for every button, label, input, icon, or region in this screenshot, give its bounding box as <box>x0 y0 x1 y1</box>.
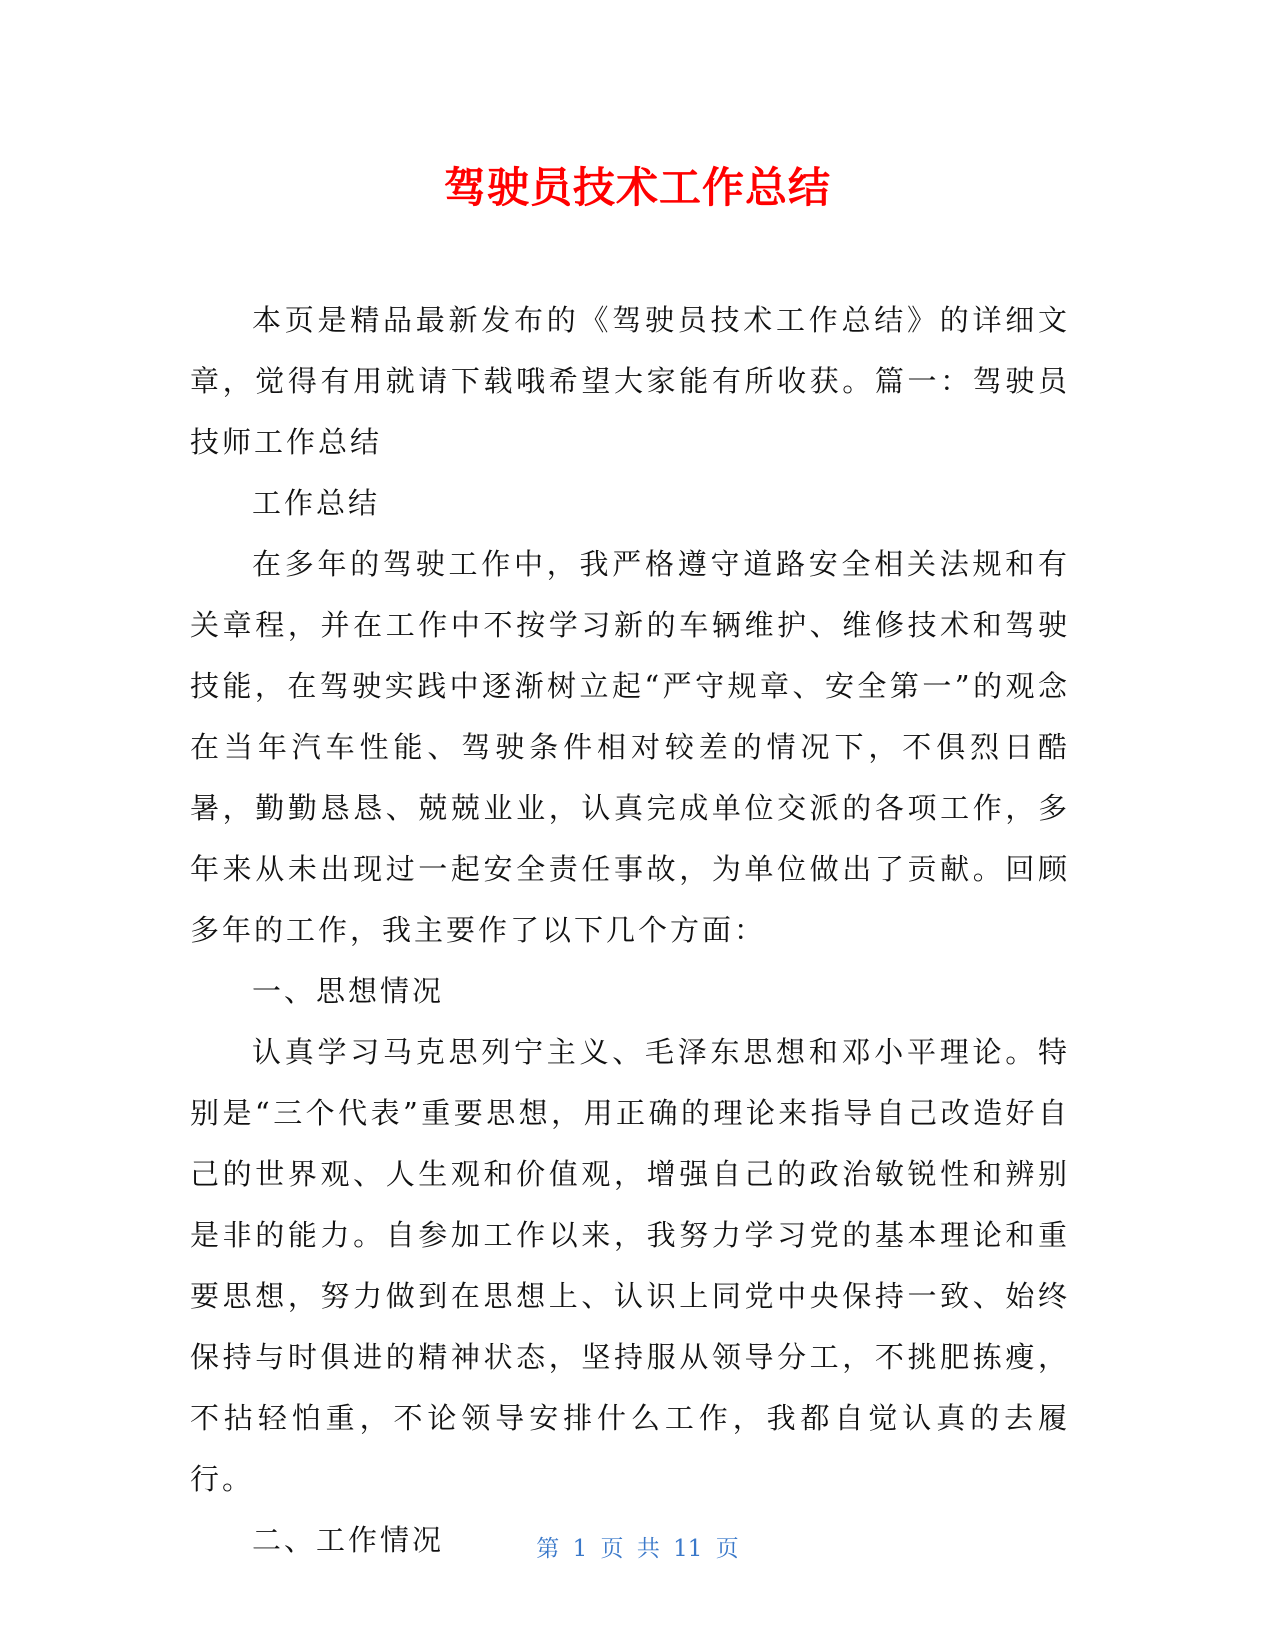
page-number-footer: 第 1 页 共 11 页 <box>536 1536 739 1562</box>
document-body <box>190 290 1070 1571</box>
section-heading-summary: 工作总结 <box>252 486 381 520</box>
section-heading-thought: 一、思想情况 <box>252 974 445 1008</box>
paragraph-thought: 认真学习马克思列宁主义、毛泽东思想和邓小平理论。特别是“三个代表”重要思想，用正确的理论来指导自己改造好自己的世界观、人生观和价值观，增强自己的政治敏锐性和辨别是非的能力。自参加工作以来，我努力学习党的基本理论和重要思想，努力做到在思想上、认识上同党中央保持一致、始终保持与时俱进的精神状态，坚持服从领导分工，不挑肥拣瘦，不拈轻怕重，不论领导安排什么工作，我都自觉认真的去履行。 <box>190 1035 1070 1496</box>
paragraph-intro: 本页是精品最新发布的《驾驶员技术工作总结》的详细文章，觉得有用就请下载哦希望大家能有所收获。篇一：驾驶员技师工作总结 <box>190 303 1070 459</box>
document-title: 驾驶员技术工作总结 <box>443 163 831 212</box>
section-heading-work: 二、工作情况 <box>252 1523 445 1557</box>
paragraph-overview: 在多年的驾驶工作中，我严格遵守道路安全相关法规和有关章程，并在工作中不按学习新的车辆维护、维修技术和驾驶技能，在驾驶实践中逐渐树立起“严守规章、安全第一”的观念在当年汽车性能、驾驶条件相对较差的情况下，不俱烈日酷暑，勤勤恳恳、兢兢业业，认真完成单位交派的各项工作，多年来从未出现过一起安全责任事故，为单位做出了贡献。回顾多年的工作，我主要作了以下几个方面： <box>190 547 1070 947</box>
